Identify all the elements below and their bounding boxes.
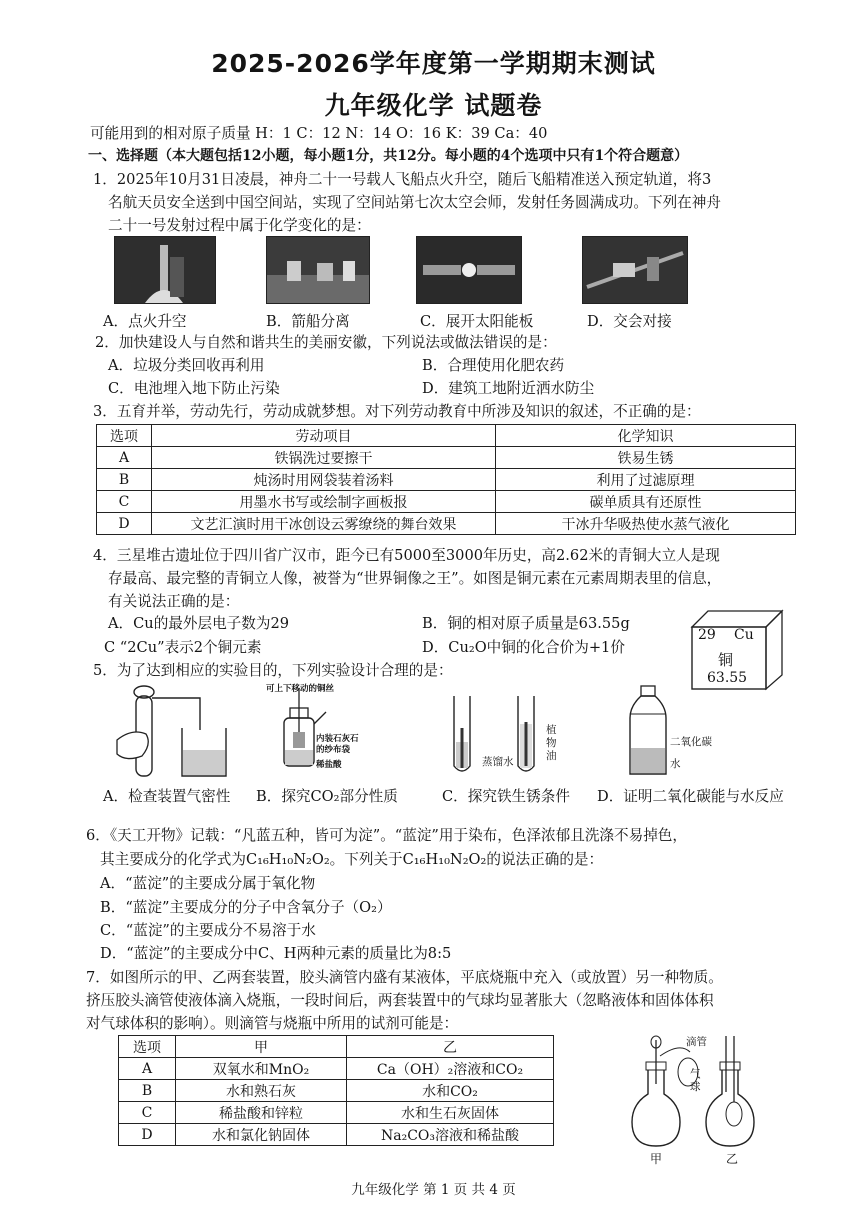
q1-option-b: B．箭船分离 <box>266 313 350 330</box>
dropper-label: 滴管 <box>686 1036 707 1048</box>
q5-option-b: B．探究CO₂部分性质 <box>256 788 398 805</box>
jia-label: 甲 <box>650 1152 663 1166</box>
table-row <box>119 1102 554 1124</box>
table-header: 劳动项目 <box>152 425 496 447</box>
q7-line1: 7．如图所示的甲、乙两套装置，胶头滴管内盛有某液体，平底烧瓶中充入（或放置）另一种物质。 <box>86 969 723 986</box>
table-cell: B <box>119 1080 176 1102</box>
co2-label: 二氧化碳 <box>670 736 712 748</box>
table-cell: Na₂CO₃溶液和稀盐酸 <box>347 1124 554 1146</box>
q4-option-c: C “2Cu”表示2个铜元素 <box>104 639 262 656</box>
q2-option-a: A．垃圾分类回收再利用 <box>108 357 265 374</box>
table-row <box>119 1080 554 1102</box>
distilled-water-label: 蒸馏水 <box>482 756 514 768</box>
q1-option-a: A．点火升空 <box>103 313 187 330</box>
table-cell: C <box>97 491 152 513</box>
table-cell: 文艺汇演时用干冰创设云雾缭绕的舞台效果 <box>152 513 496 535</box>
q5-option-a: A．检查装置气密性 <box>103 788 231 805</box>
launch-photo <box>114 236 216 304</box>
docking-photo <box>582 236 688 304</box>
table-cell: A <box>119 1058 176 1080</box>
table-header-row <box>97 425 796 447</box>
q4-option-a: A．Cu的最外层电子数为29 <box>108 615 290 632</box>
q1-option-d: D．交会对接 <box>587 313 672 330</box>
table-cell: A <box>97 447 152 469</box>
table-cell: 铁易生锈 <box>496 447 796 469</box>
table-header: 甲 <box>176 1036 347 1058</box>
q1-line2: 名航天员安全送到中国空间站，实现了空间站第七次太空会师，发射任务圆满成功。下列在神舟 <box>108 194 721 211</box>
table-row <box>119 1058 554 1080</box>
water-label: 水 <box>670 758 681 770</box>
element-number: 29 <box>698 627 716 643</box>
q7-line2: 挤压胶头滴管使液体滴入烧瓶，一段时间后，两套装置中的气球均显著胀大（忽略液体和固体体积 <box>86 992 714 1009</box>
table-cell: 用墨水书写或绘制字画板报 <box>152 491 496 513</box>
q7-line3: 对气球体积的影响）。则滴管与烧瓶中所用的试剂可能是： <box>86 1015 459 1032</box>
table-header-row <box>119 1036 554 1058</box>
table-cell: Ca（OH）₂溶液和CO₂ <box>347 1058 554 1080</box>
element-card <box>690 609 784 691</box>
table-header: 选项 <box>97 425 152 447</box>
page-footer: 九年级化学 第 1 页 共 4 页 <box>351 1182 516 1198</box>
q1-option-c: C．展开太阳能板 <box>420 313 534 330</box>
table-row <box>119 1124 554 1146</box>
table-cell: 双氧水和MnO₂ <box>176 1058 347 1080</box>
table-cell: D <box>119 1124 176 1146</box>
acid-label: 稀盐酸 <box>316 760 342 770</box>
solar-panel-photo <box>416 236 522 304</box>
plant-oil-label: 植物油 <box>546 724 557 762</box>
q2-stem: 2．加快建设人与自然和谐共生的美丽安徽，下列说法或做法错误的是： <box>95 334 557 351</box>
q6-line2: 其主要成分的化学式为C₁₆H₁₀N₂O₂。下列关于C₁₆H₁₀N₂O₂的说法正确的是： <box>100 851 604 868</box>
q7-table <box>118 1035 554 1146</box>
q5-option-c: C．探究铁生锈条件 <box>442 788 570 805</box>
element-symbol: Cu <box>734 627 754 643</box>
table-cell: 铁锅洗过要擦干 <box>152 447 496 469</box>
separation-photo <box>266 236 370 304</box>
atomic-masses: 可能用到的相对原子质量 H：1 C：12 N：14 O：16 K：39 Ca：40 <box>90 125 548 142</box>
gauze-bag-label: 内装石灰石的纱布袋 <box>316 734 359 755</box>
table-row <box>97 469 796 491</box>
q6-option-b: B．“蓝淀”主要成分的分子中含氧分子（O₂） <box>100 899 392 916</box>
table-header: 选项 <box>119 1036 176 1058</box>
q6-line1: 6．《天工开物》记载：“凡蓝五种，皆可为淀”。“蓝淀”用于染布，色泽浓郁且洗涤不易掉色， <box>86 827 687 844</box>
q4-option-d: D．Cu₂O中铜的化合价为+1价 <box>422 639 625 656</box>
balloon-label: 气球 <box>690 1068 701 1093</box>
table-cell: 水和生石灰固体 <box>347 1102 554 1124</box>
table-cell: 水和氯化钠固体 <box>176 1124 347 1146</box>
table-cell: C <box>119 1102 176 1124</box>
element-mass: 63.55 <box>707 670 748 686</box>
q4-line2: 存最高、最完整的青铜立人像，被誉为“世界铜像之王”。如图是铜元素在元素周期表里的信息， <box>108 570 722 587</box>
q2-option-c: C．电池埋入地下防止污染 <box>108 380 280 397</box>
table-cell: 干冰升华吸热使水蒸气液化 <box>496 513 796 535</box>
table-header: 乙 <box>347 1036 554 1058</box>
table-cell: 稀盐酸和锌粒 <box>176 1102 347 1124</box>
table-cell: 碳单质具有还原性 <box>496 491 796 513</box>
soda-bottle-figure <box>624 684 674 780</box>
q6-option-d: D．“蓝淀”的主要成分中C、H两种元素的质量比为8:5 <box>100 945 452 962</box>
element-name: 铜 <box>718 651 734 669</box>
q6-option-c: C．“蓝淀”的主要成分不易溶于水 <box>100 922 316 939</box>
q4-option-b: B．铜的相对原子质量是63.55g <box>422 615 630 632</box>
airtightness-apparatus-figure <box>112 680 232 780</box>
q3-table <box>96 424 796 535</box>
section-heading: 一、选择题（本大题包括12小题，每小题1分，共12分。每小题的4个选项中只有1个符合题意） <box>88 148 689 164</box>
table-row <box>97 491 796 513</box>
yi-label: 乙 <box>726 1152 739 1166</box>
q5-option-d: D．证明二氧化碳能与水反应 <box>597 788 784 805</box>
q3-stem: 3．五育并举，劳动先行，劳动成就梦想。对下列劳动教育中所涉及知识的叙述，不正确的是： <box>93 403 701 420</box>
q4-line1: 4．三星堆古遗址位于四川省广汉市，距今已有5000至3000年历史，高2.62米的青铜大立人是现 <box>93 547 720 564</box>
q6-option-a: A．“蓝淀”的主要成分属于氧化物 <box>100 875 316 892</box>
movable-wire-label: 可上下移动的铜丝 <box>266 684 335 694</box>
q5-stem: 5．为了达到相应的实验目的，下列实验设计合理的是： <box>93 662 453 679</box>
table-cell: 利用了过滤原理 <box>496 469 796 491</box>
table-cell: B <box>97 469 152 491</box>
q2-option-d: D．建筑工地附近洒水防尘 <box>422 380 595 397</box>
table-cell: 水和CO₂ <box>347 1080 554 1102</box>
q1-line1: 1．2025年10月31日凌晨，神舟二十一号载人飞船点火升空，随后飞船精准送入预定轨道，将3 <box>93 171 712 188</box>
table-header: 化学知识 <box>496 425 796 447</box>
table-cell: 水和熟石灰 <box>176 1080 347 1102</box>
q1-line3: 二十一号发射过程中属于化学变化的是： <box>108 217 371 234</box>
table-cell: 炖汤时用网袋装着汤料 <box>152 469 496 491</box>
table-row <box>97 513 796 535</box>
page-title: 2025-2026学年度第一学期期末测试 <box>211 49 656 78</box>
table-cell: D <box>97 513 152 535</box>
page-subtitle: 九年级化学 试题卷 <box>324 91 543 120</box>
q4-line3: 有关说法正确的是： <box>108 593 240 610</box>
q2-option-b: B．合理使用化肥农药 <box>422 357 565 374</box>
table-row <box>97 447 796 469</box>
